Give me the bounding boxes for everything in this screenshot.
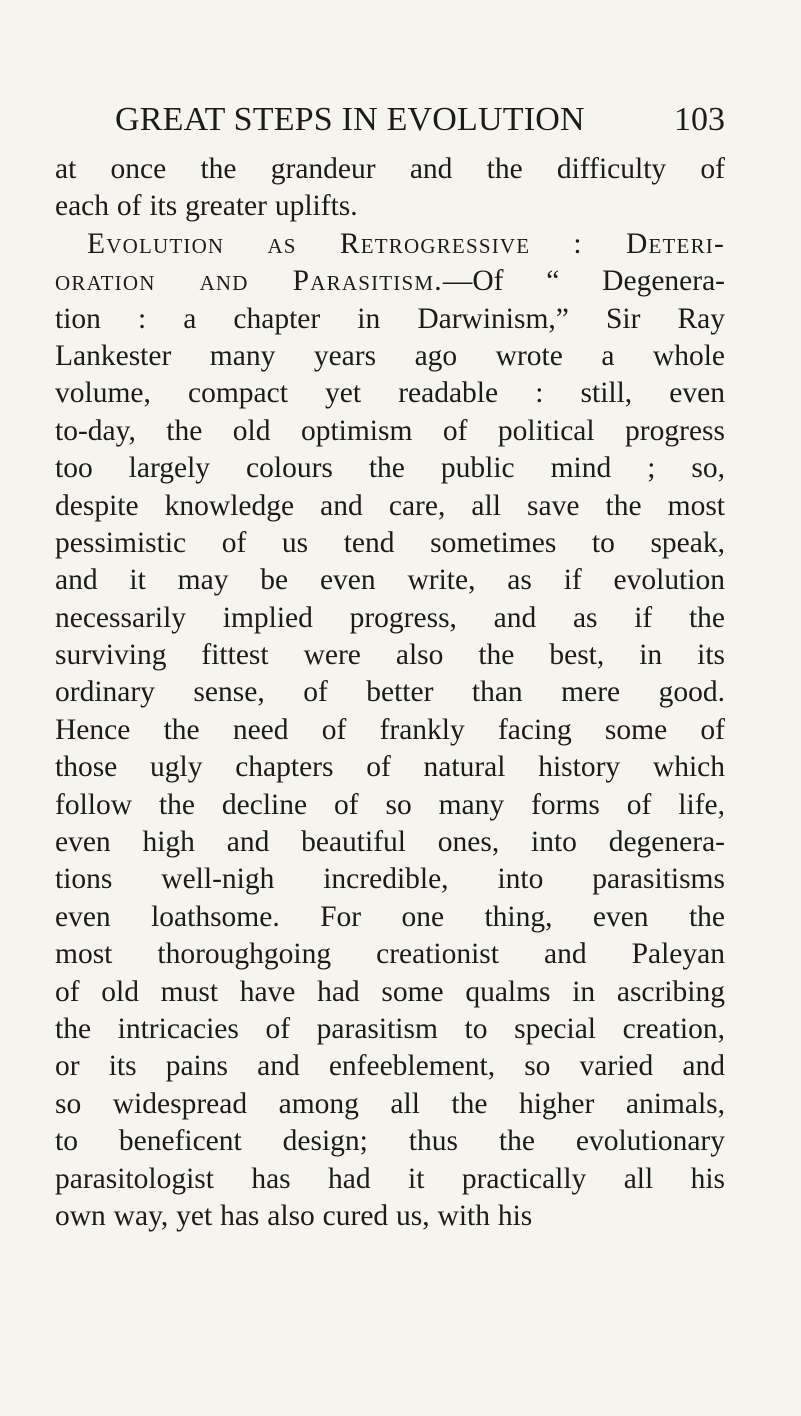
- running-title: GREAT STEPS IN EVOLUTION: [115, 101, 585, 138]
- text-line: and it may be even write, as if evolution: [55, 564, 725, 597]
- text-line: follow the decline of so many forms of life,: [55, 788, 725, 821]
- text-line: pessimistic of us tend sometimes to speak,: [55, 526, 725, 559]
- running-head: [115, 96, 725, 144]
- section-heading-continued: oration and Parasitism.: [55, 265, 443, 298]
- text-line: despite knowledge and care, all save the most: [55, 489, 725, 522]
- text-line: those ugly chapters of natural history which: [55, 751, 725, 784]
- text-line: Lankester many years ago wrote a whole: [55, 339, 725, 372]
- text-line: or its pains and enfeeblement, so varied and: [55, 1050, 725, 1083]
- text-line: to-day, the old optimism of political progress: [55, 414, 725, 447]
- text-line: ordinary sense, of better than mere good.: [55, 676, 725, 709]
- text-line: parasitologist has had it practically all his: [55, 1162, 725, 1195]
- text-line: so widespread among all the higher animals,: [55, 1087, 725, 1120]
- section-heading: Evolution as Retrogressive : Deteri-: [87, 227, 725, 260]
- text-line: even loathsome. For one thing, even the: [55, 900, 725, 933]
- text-line: volume, compact yet readable : still, even: [55, 377, 725, 410]
- text-line: to beneficent design; thus the evolutionary: [55, 1125, 725, 1158]
- body-text: [55, 151, 725, 1235]
- text-line: tions well-nigh incredible, into parasitisms: [55, 863, 725, 896]
- section-heading-line: [55, 226, 725, 263]
- text-line: own way, yet has also cured us, with his: [55, 1199, 533, 1232]
- text-line: even high and beautiful ones, into degenera-: [55, 826, 725, 859]
- text-line: surviving fittest were also the best, in its: [55, 639, 725, 672]
- text-line: too largely colours the public mind ; so,: [55, 452, 725, 485]
- text-line: at once the grandeur and the difficulty of: [55, 153, 725, 185]
- text-line: each of its greater uplifts.: [55, 190, 358, 223]
- text-line: Hence the need of frankly facing some of: [55, 713, 725, 746]
- text-line: the intricacies of parasitism to special creation,: [55, 1012, 725, 1045]
- text-line: necessarily implied progress, and as if the: [55, 601, 725, 634]
- page-number: 103: [674, 101, 725, 138]
- text-line: [55, 263, 725, 300]
- text-line: of old must have had some qualms in ascribing: [55, 975, 725, 1008]
- text-line: most thoroughgoing creationist and Paleyan: [55, 938, 725, 971]
- text-fragment: —Of “ Degenera-: [442, 265, 725, 298]
- text-line: tion : a chapter in Darwinism,” Sir Ray: [55, 302, 725, 335]
